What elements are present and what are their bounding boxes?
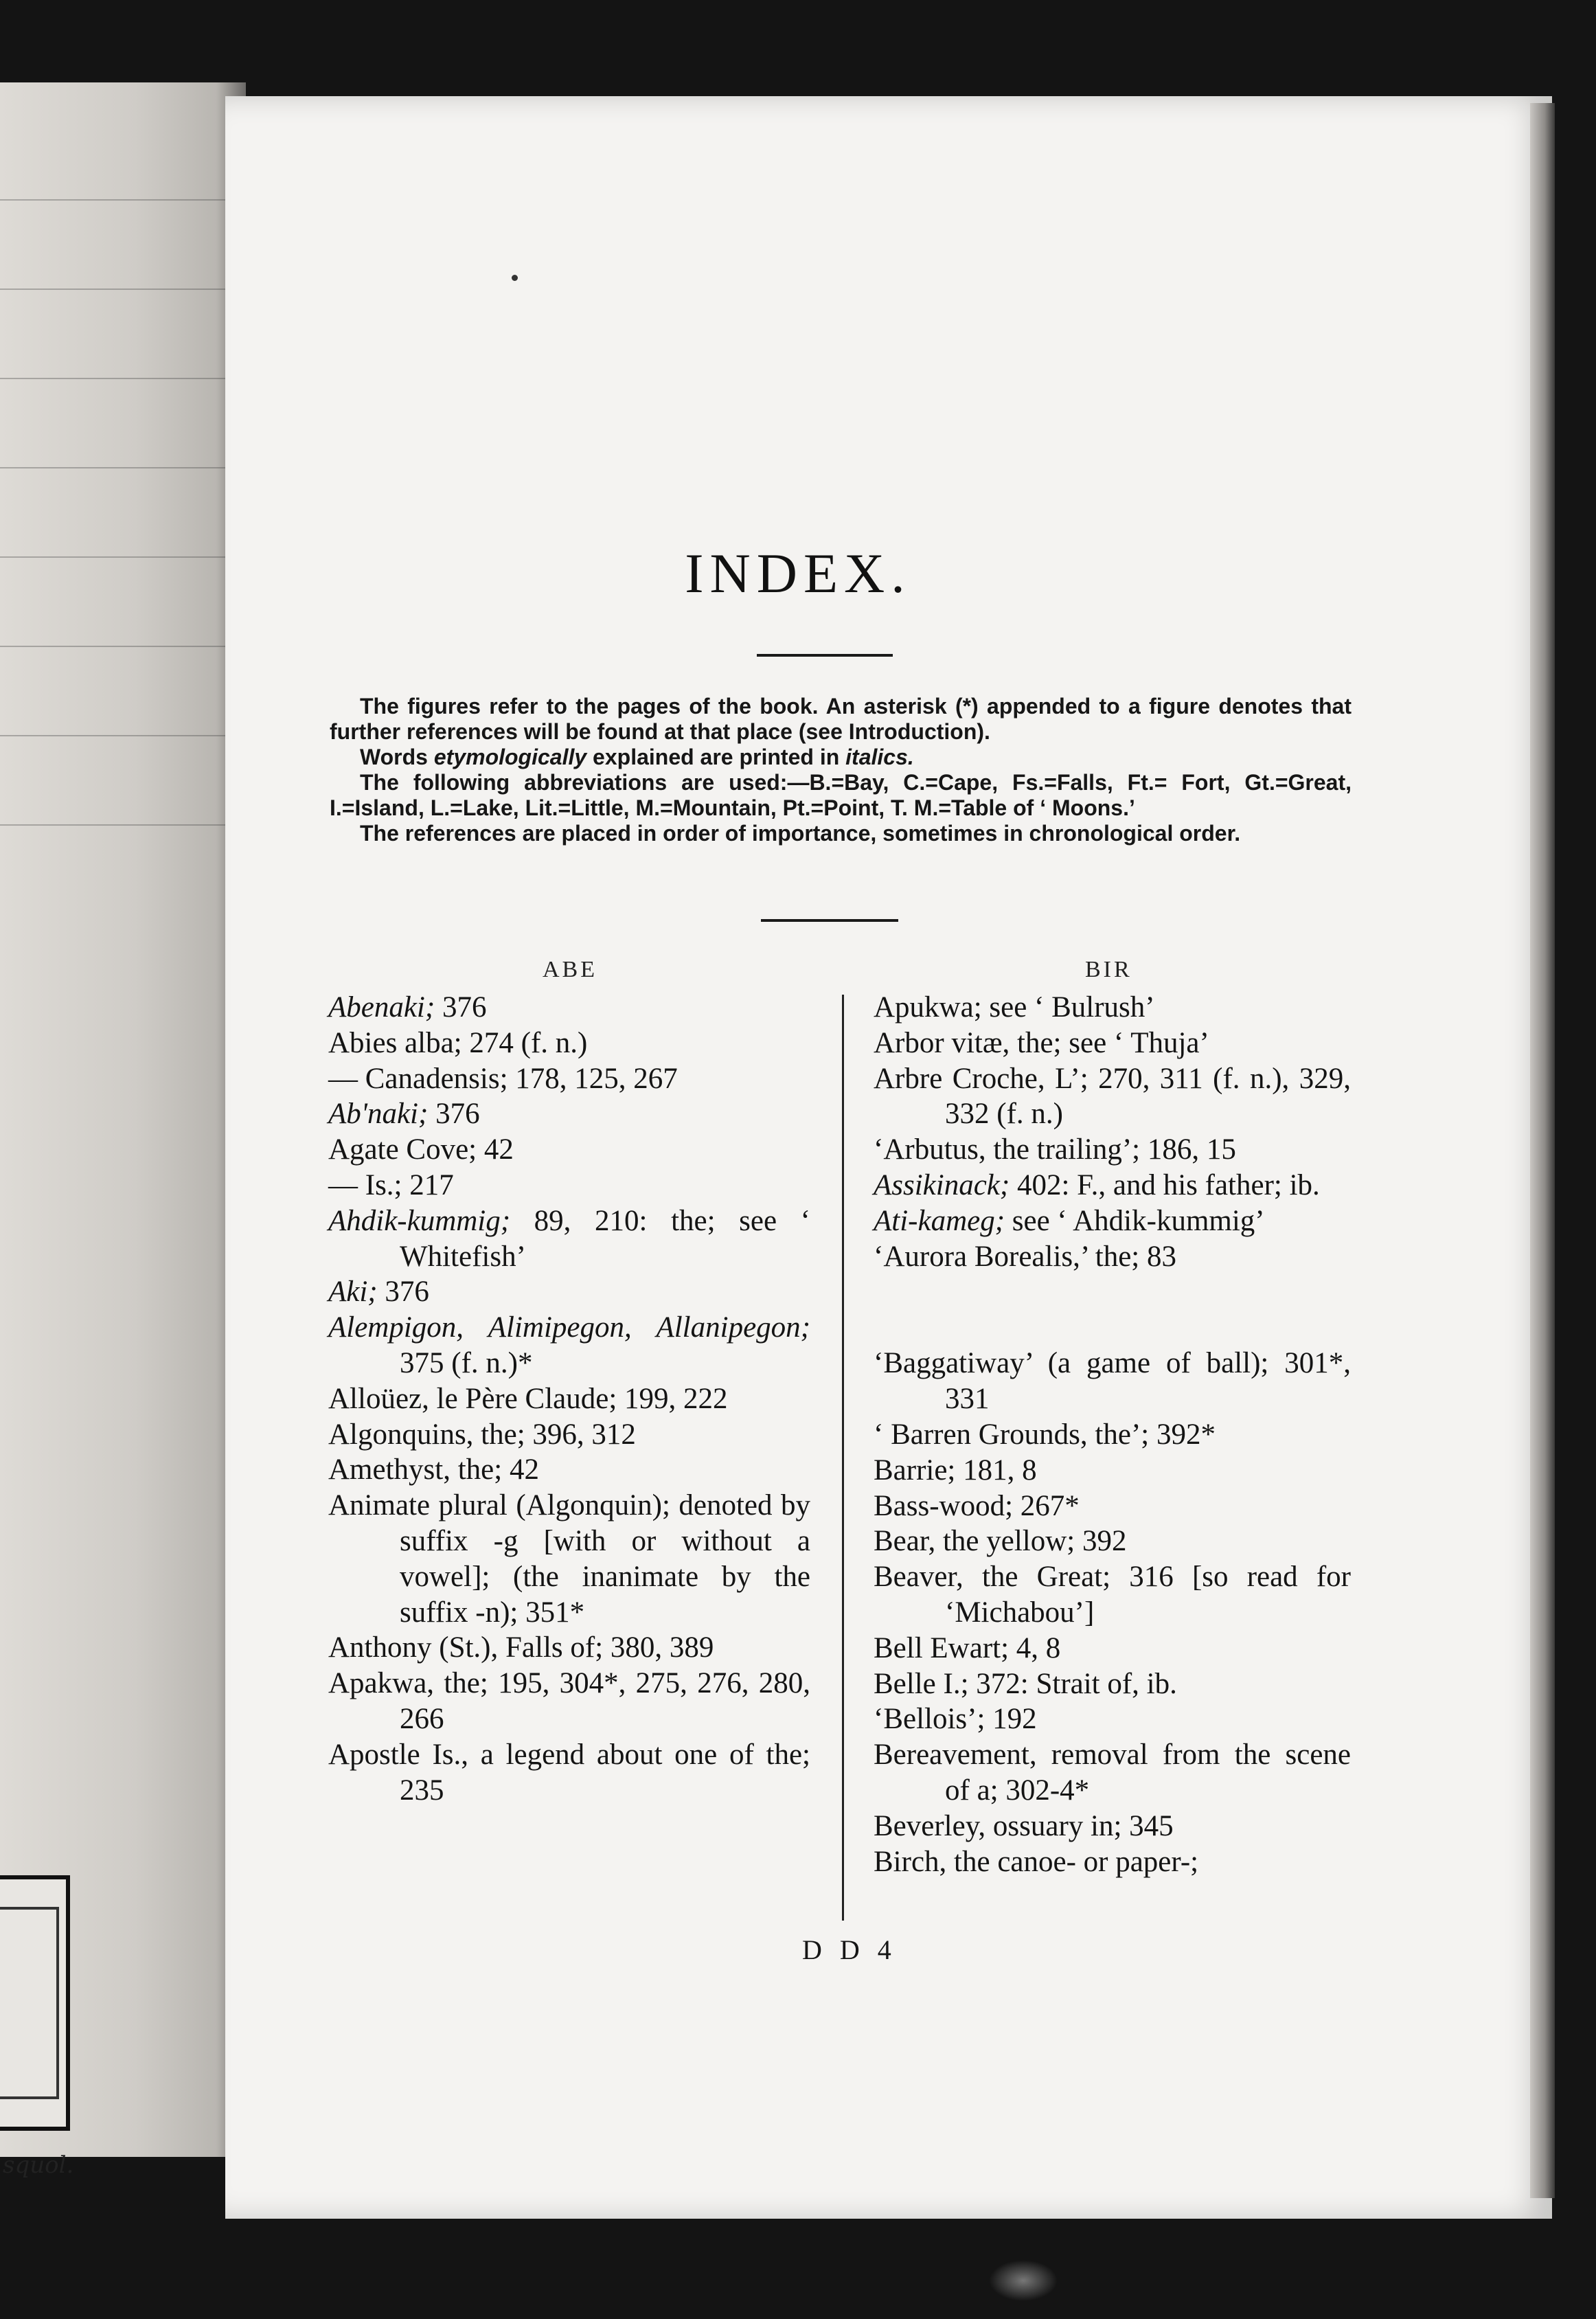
index-text: Animate plural (Algonquin); denoted by suffix -g [with or without a vowel]; (the inanimate by the suffix -n); 351*	[328, 1489, 810, 1629]
scan-smudge	[989, 2260, 1058, 2301]
title-rule	[757, 654, 893, 657]
index-entry	[874, 1453, 1351, 1489]
index-entry	[328, 1452, 810, 1488]
index-text: ‘ Barren Grounds, the’; 392*	[874, 1418, 1216, 1451]
index-text: — Canadensis; 178, 125, 267	[328, 1062, 678, 1095]
left-index-column	[328, 990, 810, 1808]
index-text: 376	[428, 1098, 480, 1131]
left-column-heading: ABE	[543, 957, 597, 982]
index-text: Beaver, the Great; 316 [so read for ‘Michabou’]	[874, 1561, 1351, 1629]
intro-notes	[330, 694, 1352, 846]
index-entry	[328, 1417, 810, 1453]
index-term: Alempigon, Alimipegon, Allanipegon;	[328, 1311, 810, 1344]
index-text: Belle I.; 372: Strait of, ib.	[874, 1667, 1177, 1700]
index-entry	[328, 1310, 810, 1381]
index-entry	[874, 1061, 1351, 1133]
index-entry	[328, 1061, 810, 1097]
index-entry	[328, 1026, 810, 1061]
previous-page-edge	[0, 82, 246, 2179]
index-text: ‘Baggatiway’ (a game of ball); 301*, 331	[874, 1347, 1351, 1416]
index-entry	[874, 1346, 1351, 1417]
index-entry	[874, 1132, 1351, 1168]
signature-mark: D D 4	[802, 1934, 897, 1965]
index-entry	[874, 1559, 1351, 1631]
index-entry	[874, 1844, 1351, 1880]
index-entry	[328, 1630, 810, 1666]
index-text: ‘Bellois’; 192	[874, 1703, 1037, 1736]
index-entry	[328, 1737, 810, 1809]
index-text: Amethyst, the; 42	[328, 1453, 539, 1486]
index-text: Bear, the yellow; 392	[874, 1525, 1127, 1558]
index-text: Anthony (St.), Falls of; 380, 389	[328, 1631, 714, 1664]
index-text: Barrie; 181, 8	[874, 1453, 1037, 1486]
right-index-column	[874, 990, 1351, 1879]
column-divider	[842, 995, 844, 1921]
index-text: Birch, the canoe- or paper-;	[874, 1845, 1199, 1878]
index-entry	[328, 1132, 810, 1168]
index-entry	[874, 1489, 1351, 1524]
bleed-line	[0, 646, 227, 647]
intro-paragraph: Words etymologically explained are printed in italics.	[360, 745, 914, 769]
intro-paragraph: The references are placed in order of importance, sometimes in chronological order.	[360, 821, 1241, 846]
page-edge-shadow	[1530, 103, 1555, 2198]
print-speck	[512, 275, 518, 281]
index-text: ‘Aurora Borealis,’ the; 83	[874, 1240, 1177, 1273]
index-entry	[874, 1524, 1351, 1559]
index-text: 376	[377, 1276, 429, 1309]
index-entry	[874, 1737, 1351, 1809]
index-text: Apostle Is., a legend about one of the; 235	[328, 1738, 810, 1807]
index-term: Abenaki;	[328, 991, 435, 1023]
index-text: 375 (f. n.)*	[400, 1346, 533, 1379]
index-text: Bereavement, removal from the scene of a; 302-4*	[874, 1739, 1351, 1807]
index-text: Apakwa, the; 195, 304*, 275, 276, 280, 266	[328, 1667, 810, 1735]
index-text: 376	[435, 991, 487, 1023]
index-entry	[328, 1168, 810, 1203]
index-term: Aki;	[328, 1276, 378, 1309]
index-text: Beverley, ossuary in; 345	[874, 1809, 1174, 1842]
index-term: Assikinack;	[874, 1168, 1010, 1201]
bleed-line	[0, 824, 227, 826]
index-entry	[874, 1417, 1351, 1453]
index-text: ‘Arbutus, the trailing’; 186, 15	[874, 1133, 1236, 1166]
index-entry	[874, 1631, 1351, 1666]
bleed-line	[0, 378, 227, 379]
index-entry	[328, 1096, 810, 1132]
index-entry	[874, 1203, 1351, 1239]
margin-label: squol.	[3, 2151, 74, 2179]
index-text: 89, 210: the; see ‘ Whitefish’	[400, 1204, 810, 1273]
index-entry	[328, 990, 810, 1026]
bleed-line	[0, 735, 227, 736]
index-term: Ahdik-kummig;	[328, 1204, 511, 1237]
index-entry	[328, 1274, 810, 1310]
bleed-line	[0, 199, 227, 201]
index-entry	[874, 1701, 1351, 1737]
index-text: 402: F., and his father; ib.	[1010, 1168, 1320, 1201]
index-entry	[874, 1239, 1351, 1275]
index-text: Bell Ewart; 4, 8	[874, 1631, 1061, 1664]
index-text: Alloüez, le Père Claude; 199, 222	[328, 1382, 728, 1415]
index-text: Apukwa; see ‘ Bulrush’	[874, 991, 1155, 1023]
index-text: Bass-wood; 267*	[874, 1489, 1080, 1522]
index-text: Algonquins, the; 396, 312	[328, 1418, 636, 1451]
bleed-line	[0, 289, 227, 290]
index-term: Ab'naki;	[328, 1098, 429, 1131]
index-text: Abies alba; 274 (f. n.)	[328, 1026, 588, 1059]
intro-paragraph: The figures refer to the pages of the book. An asterisk (*) appended to a figure denotes that further references will be found at that place (see Introduction).	[330, 694, 1352, 744]
section-rule	[761, 919, 898, 922]
index-entry	[328, 1381, 810, 1417]
index-text: — Is.; 217	[328, 1168, 454, 1201]
index-entry	[874, 1168, 1351, 1203]
right-column-heading: BIR	[1085, 957, 1132, 982]
index-text: see ‘ Ahdik-kummig’	[1005, 1204, 1265, 1237]
index-entry	[874, 1666, 1351, 1702]
index-entry	[328, 1666, 810, 1737]
index-text: Agate Cove; 42	[328, 1133, 514, 1166]
map-fragment	[0, 1875, 70, 2131]
intro-paragraph: The following abbreviations are used:—B.=Bay, C.=Cape, Fs.=Falls, Ft.= Fort, Gt.=Great, I.=Island, L.=Lake, Lit.=Little, M.=Mountain, Pt.=Point, T. M.=Table of ‘ Moons.’	[330, 770, 1352, 820]
index-text: Arbor vitæ, the; see ‘ Thuja’	[874, 1026, 1209, 1059]
index-term: Ati-kameg;	[874, 1204, 1005, 1237]
index-entry	[328, 1203, 810, 1275]
index-entry	[328, 1488, 810, 1630]
index-entry	[874, 990, 1351, 1026]
bleed-line	[0, 467, 227, 468]
index-entry	[874, 1026, 1351, 1061]
page-title: INDEX.	[685, 542, 911, 604]
index-entry	[874, 1809, 1351, 1844]
index-text: Arbre Croche, L’; 270, 311 (f. n.), 329, 332 (f. n.)	[874, 1062, 1351, 1131]
